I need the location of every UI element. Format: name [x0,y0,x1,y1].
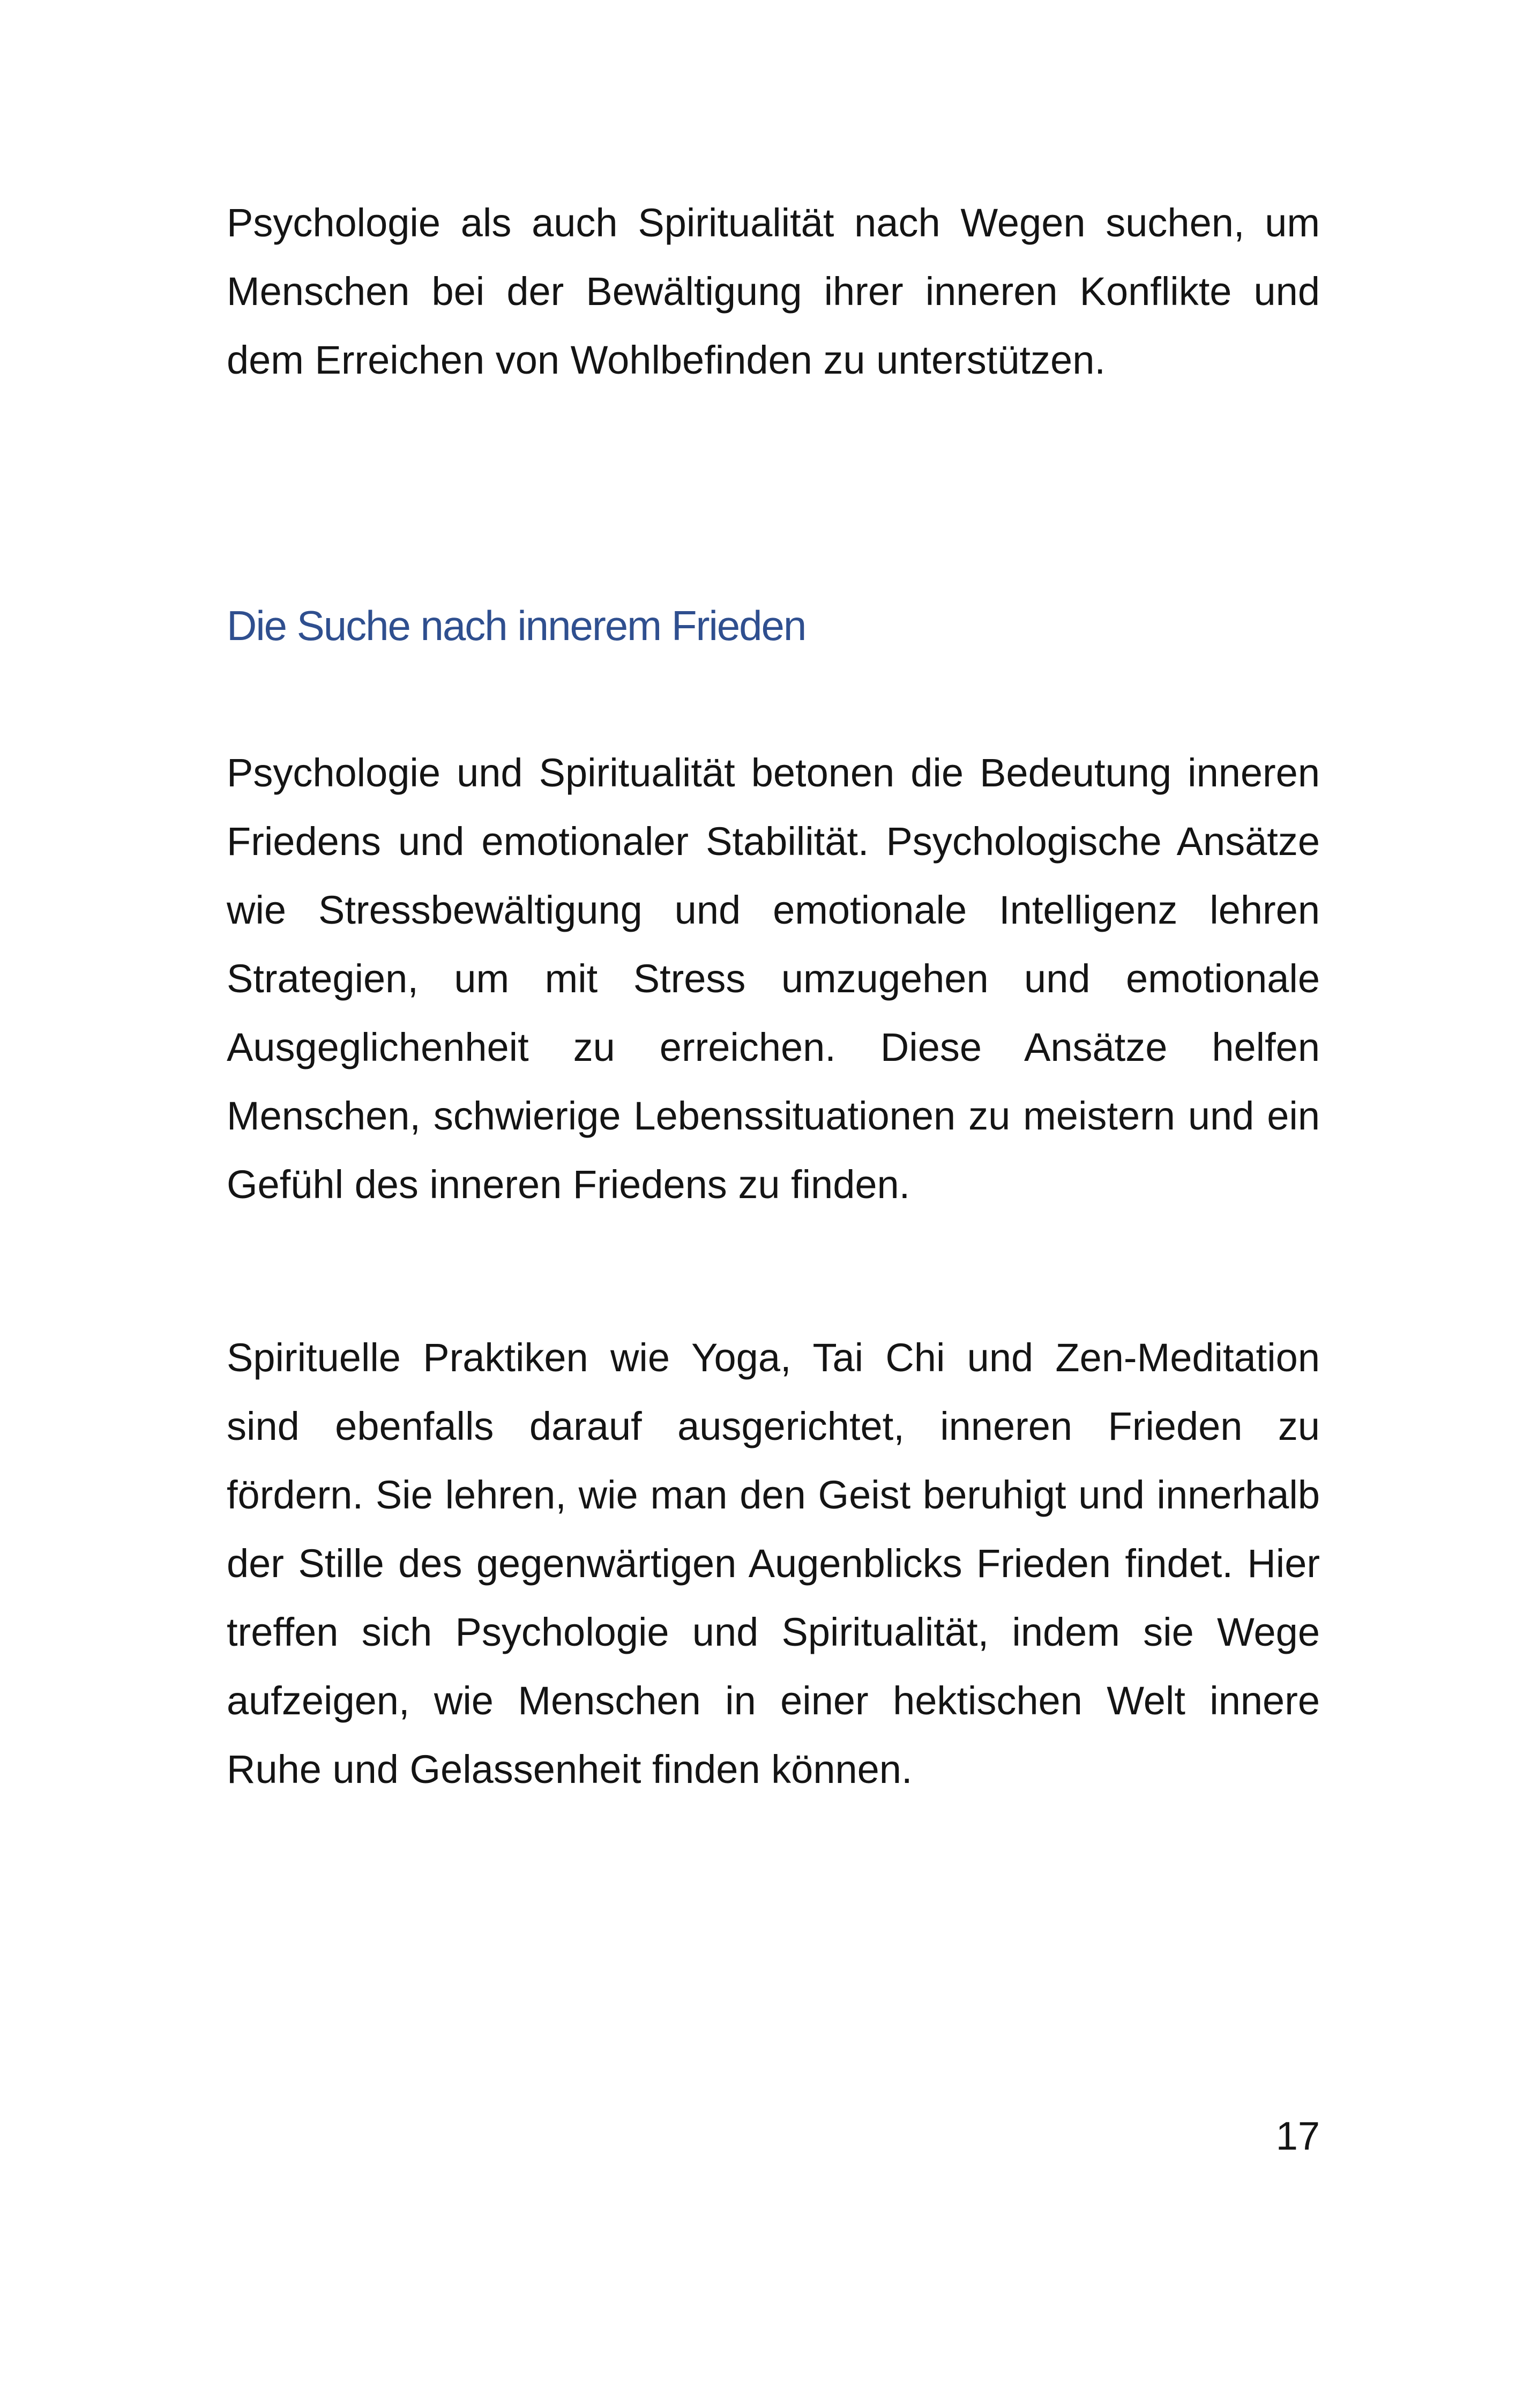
body-paragraph: Psychologie und Spiritualität betonen die Bedeutung inneren Friedens und emotionaler Stabilität. Psychologische Ansätze wie Stressbewältigung und emotionale Intelligenz lehren Strategien, um mit Stress umzugehen und emotionale Ausgeglichenheit zu erreichen. Diese Ansätze helfen Menschen, schwierige Lebenssituationen zu meistern und ein Gefühl des inneren Friedens zu finden. [227,750,1320,1207]
section-heading: Die Suche nach innerem Frieden [227,602,806,649]
page-number: 17 [1275,2114,1320,2158]
intro-paragraph: Psychologie als auch Spiritualität nach Wegen suchen, um Menschen bei der Bewältigung ihrer inneren Konflikte und dem Erreichen von Wohlbefinden zu unterstützen. [227,200,1320,382]
body-paragraph: Spirituelle Praktiken wie Yoga, Tai Chi und Zen-Meditation sind ebenfalls darauf ausgerichtet, inneren Frieden zu fördern. Sie lehren, wie man den Geist beruhigt und innerhalb der Stille des gegenwärtigen Augenblicks Frieden findet. Hier treffen sich Psychologie und Spiritualität, indem sie Wege aufzeigen, wie Menschen in einer hektischen Welt innere Ruhe und Gelassenheit finden können. [227,1335,1320,1792]
